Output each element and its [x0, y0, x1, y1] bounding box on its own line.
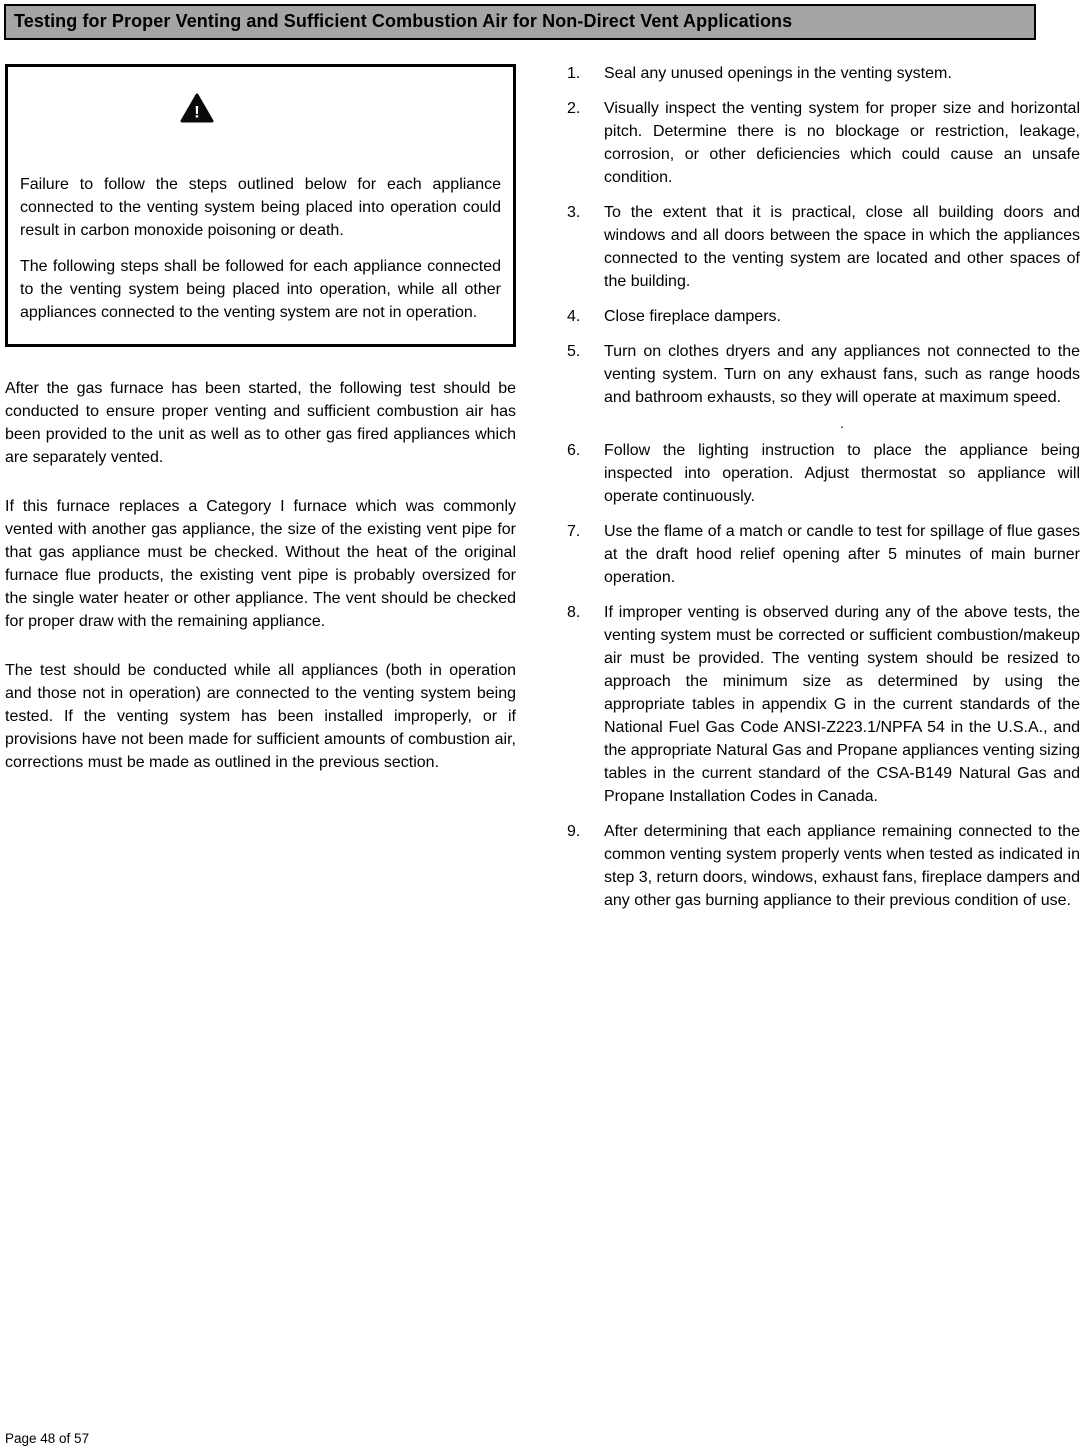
step-text: Use the flame of a match or candle to test for spillage of flue gases at the draft hood relief opening after 5 minutes of main burner operation.: [604, 523, 1080, 586]
list-item: [567, 601, 1080, 808]
list-item: [567, 62, 1080, 85]
body-paragraph-3: The test should be conducted while all appliances (both in operation and those not in operation) are connected to the venting system being tested. If the venting system has been installed improperly, or if provisions have not been made for sufficient amounts of combustion air, corrections must be made as outlined in the previous section.: [5, 662, 516, 771]
step-text: To the extent that it is practical, close all building doors and windows and all doors between the space in which the appliances connected to the venting system are located and other spaces of the building.: [604, 204, 1080, 290]
list-item: [567, 520, 1080, 589]
step-text: Turn on clothes dryers and any appliances not connected to the venting system. Turn on any exhaust fans, such as range hoods and bathroom exhausts, so they will operate at maximum speed.: [604, 343, 1080, 406]
warning-box: [5, 64, 516, 347]
list-item: [567, 820, 1080, 912]
step-number: 9.: [567, 823, 581, 840]
list-item: [567, 201, 1080, 293]
step-number: 8.: [567, 604, 581, 621]
list-item: [567, 305, 1080, 328]
body-paragraph-2: If this furnace replaces a Category I furnace which was commonly vented with another gas appliance, the size of the existing vent pipe for that gas appliance must be checked. Without the heat of the original furnace flue products, the existing vent pipe is probably oversized for the single water heater or other appliance. The vent should be checked for proper draw with the remaining appliance.: [5, 498, 516, 630]
step-number: 2.: [567, 100, 581, 117]
page-footer: Page 48 of 57: [5, 1431, 90, 1446]
step-text: Visually inspect the venting system for proper size and horizontal pitch. Determine there is no blockage or restriction, leakage, corrosion, or other deficiencies which could cause an unsafe condition.: [604, 100, 1080, 186]
step-number: 3.: [567, 204, 581, 221]
numbered-steps-list: [567, 62, 1080, 924]
step-number: 6.: [567, 442, 581, 459]
list-item: [567, 97, 1080, 189]
stray-period-mark: .: [840, 415, 844, 431]
warning-paragraph-1: Failure to follow the steps outlined below for each appliance connected to the venting system being placed into operation could result in carbon monoxide poisoning or death.: [20, 176, 501, 239]
body-paragraph-1: After the gas furnace has been started, the following test should be conducted to ensure proper venting and sufficient combustion air has been provided to the unit as well as to other gas fired appliances which are separately vented.: [5, 380, 516, 466]
warning-triangle-icon: [180, 93, 214, 131]
step-text: After determining that each appliance remaining connected to the common venting system properly vents when tested as indicated in step 3, return doors, windows, exhaust fans, fireplace dampers and any other gas burning appliance to their previous condition of use.: [604, 823, 1080, 909]
step-number: 4.: [567, 308, 581, 325]
step-number: 5.: [567, 343, 581, 360]
step-text: Close fireplace dampers.: [604, 308, 781, 325]
section-title: Testing for Proper Venting and Sufficient Combustion Air for Non-Direct Vent Applications: [14, 11, 793, 31]
left-column: [5, 64, 516, 800]
section-title-bar: [4, 4, 1036, 40]
list-item: [567, 340, 1080, 409]
step-number: 1.: [567, 65, 581, 82]
step-number: 7.: [567, 523, 581, 540]
list-item: [567, 439, 1080, 508]
svg-text:!: !: [194, 102, 200, 122]
warning-paragraph-2: The following steps shall be followed for each appliance connected to the venting system being placed into operation, while all other appliances connected to the venting system are not in operation.: [20, 258, 501, 321]
step-text: If improper venting is observed during any of the above tests, the venting system must be corrected or sufficient combustion/makeup air must be provided. The venting system should be resized to approach the minimum size as determined by using the appropriate tables in appendix G in the current standards of the National Fuel Gas Code ANSI-Z223.1/NPFA 54 in the U.S.A., and the appropriate Natural Gas and Propane appliances venting sizing tables in the current standard of the CSA-B149 Natural Gas and Propane Installation Codes in Canada.: [604, 604, 1080, 805]
step-text: Follow the lighting instruction to place the appliance being inspected into operation. Adjust thermostat so appliance will operate continuously.: [604, 442, 1080, 505]
step-text: Seal any unused openings in the venting system.: [604, 65, 952, 82]
